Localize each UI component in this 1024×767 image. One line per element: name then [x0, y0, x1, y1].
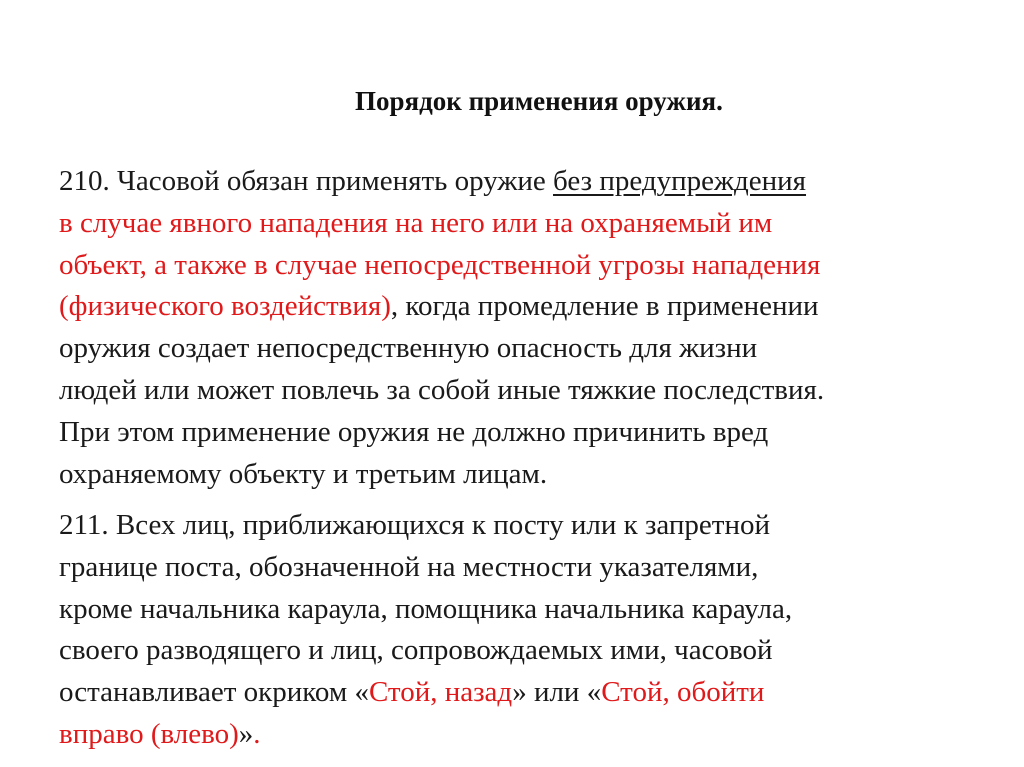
highlighted-phrase: (физического воздействия): [59, 290, 391, 323]
paragraph-210-line-2: в случае явного нападения на него или на охраняемый им: [59, 206, 773, 239]
paragraph-210-line-4-text: , когда промедление в применении: [390, 290, 819, 323]
paragraph-211-line-5-text-a: останавливает окриком «: [59, 676, 369, 709]
paragraph-211: [59, 505, 1009, 756]
paragraph-210-line-1: [59, 161, 1009, 203]
paragraph-210-line-7: При этом применение оружия не должно причинить вред: [59, 415, 769, 448]
paragraph-211-line-4: своего разводящего и лиц, сопровождаемых ими, часовой: [59, 634, 773, 667]
closing-quote: »: [238, 717, 254, 750]
paragraph-210-line-4: [59, 286, 1009, 328]
page-title: Порядок применения оружия.: [355, 86, 723, 116]
paragraph-210-line-6: людей или может повлечь за собой иные тяжкие последствия.: [59, 373, 825, 406]
underlined-phrase: без предупреждения: [553, 165, 807, 197]
paragraph-211-line-5: [59, 672, 1009, 714]
paragraph-210: [59, 161, 1009, 495]
command-direction: вправо (влево): [59, 717, 239, 750]
final-period: .: [253, 717, 261, 750]
paragraph-211-line-6: [59, 714, 1009, 756]
paragraph-211-line-5-text-b: » или «: [512, 676, 602, 709]
paragraph-211-line-1: 211. Всех лиц, приближающихся к посту или к запретной: [59, 509, 770, 541]
paragraph-211-line-2: границе поста, обозначенной на местности указателями,: [59, 550, 759, 583]
command-stop-go-around: Стой, обойти: [601, 676, 765, 709]
paragraph-210-line-5: оружия создает непосредственную опасность для жизни: [59, 332, 758, 365]
command-stop-back: Стой, назад: [368, 676, 513, 709]
paragraph-210-line-1-text: 210. Часовой обязан применять оружие: [59, 165, 554, 197]
paragraph-210-line-3: объект, а также в случае непосредственной угрозы нападения: [59, 248, 821, 281]
paragraph-210-line-8: охраняемому объекту и третьим лицам.: [59, 457, 548, 490]
paragraph-211-line-3: кроме начальника караула, помощника начальника караула,: [59, 592, 793, 625]
